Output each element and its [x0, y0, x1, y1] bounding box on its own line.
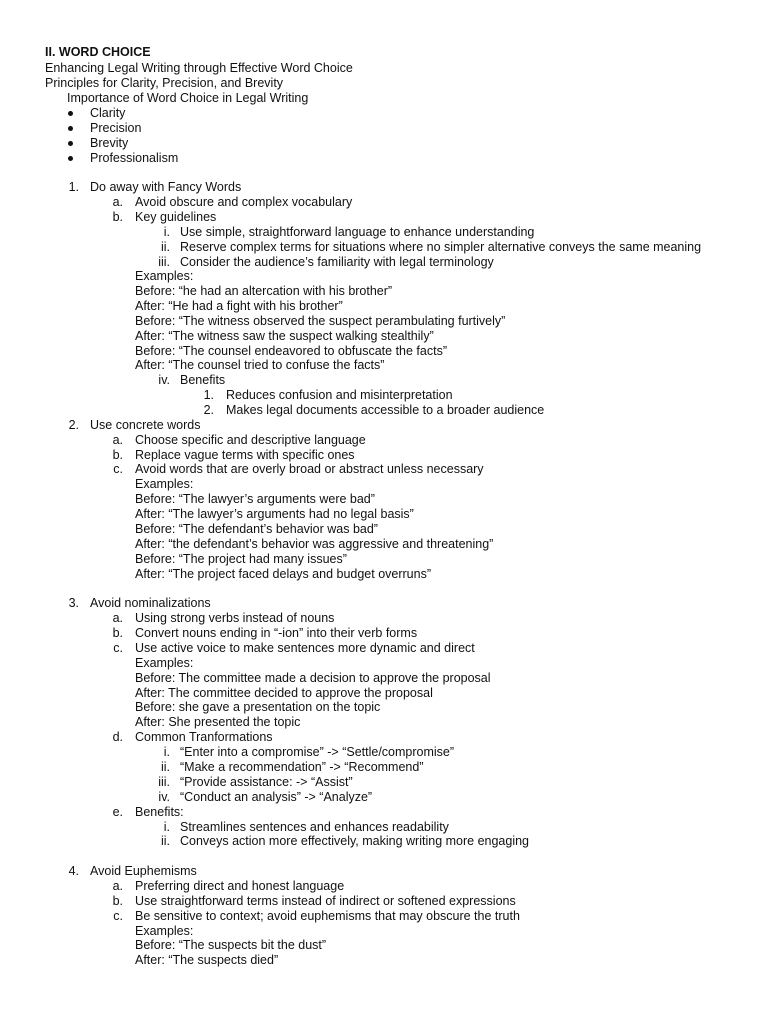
list-item: “Enter into a compromise” -> “Settle/compromise” [180, 745, 455, 759]
list-item: Preferring direct and honest language [135, 879, 345, 893]
list-marker: c. [113, 462, 123, 476]
list-item: Be sensitive to context; avoid euphemisms that may obscure the truth [135, 909, 520, 923]
example-line: Before: she gave a presentation on the topic [135, 700, 381, 714]
list-marker: iii. [158, 255, 170, 269]
bullet-icon [68, 141, 73, 146]
bullet-icon [68, 111, 73, 116]
example-line: After: “The counsel tried to confuse the facts” [135, 358, 385, 372]
list-marker: c. [113, 641, 123, 655]
list-item: Reduces confusion and misinterpretation [226, 388, 453, 402]
example-line: Before: “The defendant’s behavior was bad” [135, 522, 378, 536]
list-item: “Make a recommendation” -> “Recommend” [180, 760, 424, 774]
section-number: 3. [68, 596, 79, 610]
list-item: Benefits [180, 373, 226, 387]
list-item: Benefits: [135, 805, 184, 819]
bullet-icon [68, 126, 73, 131]
section-title: Avoid Euphemisms [90, 864, 197, 878]
list-marker: b. [112, 894, 123, 908]
list-marker: i. [163, 820, 170, 834]
list-item: Convert nouns ending in “-ion” into their verb forms [135, 626, 418, 640]
list-marker: d. [112, 730, 123, 744]
list-marker: a. [112, 611, 123, 625]
list-marker: 2. [203, 403, 214, 417]
bullet-icon [68, 156, 73, 161]
list-marker: c. [113, 909, 123, 923]
section-number: 4. [68, 864, 79, 878]
example-line: Before: “he had an altercation with his brother” [135, 284, 393, 298]
bullet-item: Precision [90, 121, 142, 135]
list-item: Common Tranformations [135, 730, 273, 744]
list-marker: iv. [158, 790, 170, 804]
example-line: After: “The witness saw the suspect walking stealthily” [135, 329, 434, 343]
example-line: Before: “The suspects bit the dust” [135, 938, 327, 952]
examples-label: Examples: [135, 656, 194, 670]
list-item: “Conduct an analysis” -> “Analyze” [180, 790, 373, 804]
section-number: 2. [68, 418, 79, 432]
list-marker: b. [112, 448, 123, 462]
list-marker: iv. [158, 373, 170, 387]
examples-label: Examples: [135, 477, 194, 491]
list-marker: ii. [160, 834, 170, 848]
section-title: Avoid nominalizations [90, 596, 211, 610]
list-marker: ii. [160, 240, 170, 254]
section-title: Use concrete words [90, 418, 201, 432]
list-item: Makes legal documents accessible to a broader audience [226, 403, 545, 417]
list-marker: iii. [158, 775, 170, 789]
list-item: Choose specific and descriptive language [135, 433, 366, 447]
example-line: Before: The committee made a decision to approve the proposal [135, 671, 491, 685]
list-item: Reserve complex terms for situations where no simpler alternative conveys the same meaning [180, 240, 702, 254]
section-title: Do away with Fancy Words [90, 180, 242, 194]
doc-title: II. WORD CHOICE [45, 45, 151, 59]
example-line: Before: “The lawyer’s arguments were bad” [135, 492, 375, 506]
list-item: Conveys action more effectively, making writing more engaging [180, 834, 530, 848]
examples-label: Examples: [135, 269, 194, 283]
example-line: Before: “The witness observed the suspect perambulating furtively” [135, 314, 506, 328]
list-marker: e. [112, 805, 123, 819]
list-marker: 1. [203, 388, 214, 402]
list-marker: a. [112, 433, 123, 447]
list-item: Using strong verbs instead of nouns [135, 611, 335, 625]
list-marker: b. [112, 210, 123, 224]
importance-heading: Importance of Word Choice in Legal Writing [67, 91, 309, 105]
list-marker: a. [112, 879, 123, 893]
list-item: Replace vague terms with specific ones [135, 448, 355, 462]
list-marker: a. [112, 195, 123, 209]
list-item: “Provide assistance: -> “Assist” [180, 775, 353, 789]
list-item: Avoid words that are overly broad or abstract unless necessary [135, 462, 484, 476]
list-item: Use straightforward terms instead of indirect or softened expressions [135, 894, 516, 908]
example-line: After: “The project faced delays and budget overruns” [135, 567, 431, 581]
list-item: Use active voice to make sentences more dynamic and direct [135, 641, 475, 655]
list-item: Streamlines sentences and enhances readability [180, 820, 449, 834]
examples-label: Examples: [135, 924, 194, 938]
example-line: After: The committee decided to approve the proposal [135, 686, 433, 700]
list-marker: ii. [160, 760, 170, 774]
bullet-item: Brevity [90, 136, 129, 150]
example-line: After: “The lawyer’s arguments had no legal basis” [135, 507, 414, 521]
section-number: 1. [68, 180, 79, 194]
list-item: Consider the audience’s familiarity with legal terminology [180, 255, 494, 269]
list-item: Avoid obscure and complex vocabulary [135, 195, 353, 209]
list-marker: i. [163, 745, 170, 759]
example-line: Before: “The counsel endeavored to obfuscate the facts” [135, 344, 447, 358]
list-marker: i. [163, 225, 170, 239]
list-marker: b. [112, 626, 123, 640]
subtitle-line: Principles for Clarity, Precision, and Brevity [45, 76, 284, 90]
example-line: After: “the defendant’s behavior was aggressive and threatening” [135, 537, 494, 551]
list-item: Key guidelines [135, 210, 217, 224]
example-line: After: “The suspects died” [135, 953, 279, 967]
bullet-item: Clarity [90, 106, 126, 120]
example-line: After: She presented the topic [135, 715, 301, 729]
example-line: After: “He had a fight with his brother” [135, 299, 343, 313]
bullet-item: Professionalism [90, 151, 179, 165]
example-line: Before: “The project had many issues” [135, 552, 347, 566]
subtitle-line: Enhancing Legal Writing through Effective Word Choice [45, 61, 353, 75]
list-item: Use simple, straightforward language to enhance understanding [180, 225, 535, 239]
